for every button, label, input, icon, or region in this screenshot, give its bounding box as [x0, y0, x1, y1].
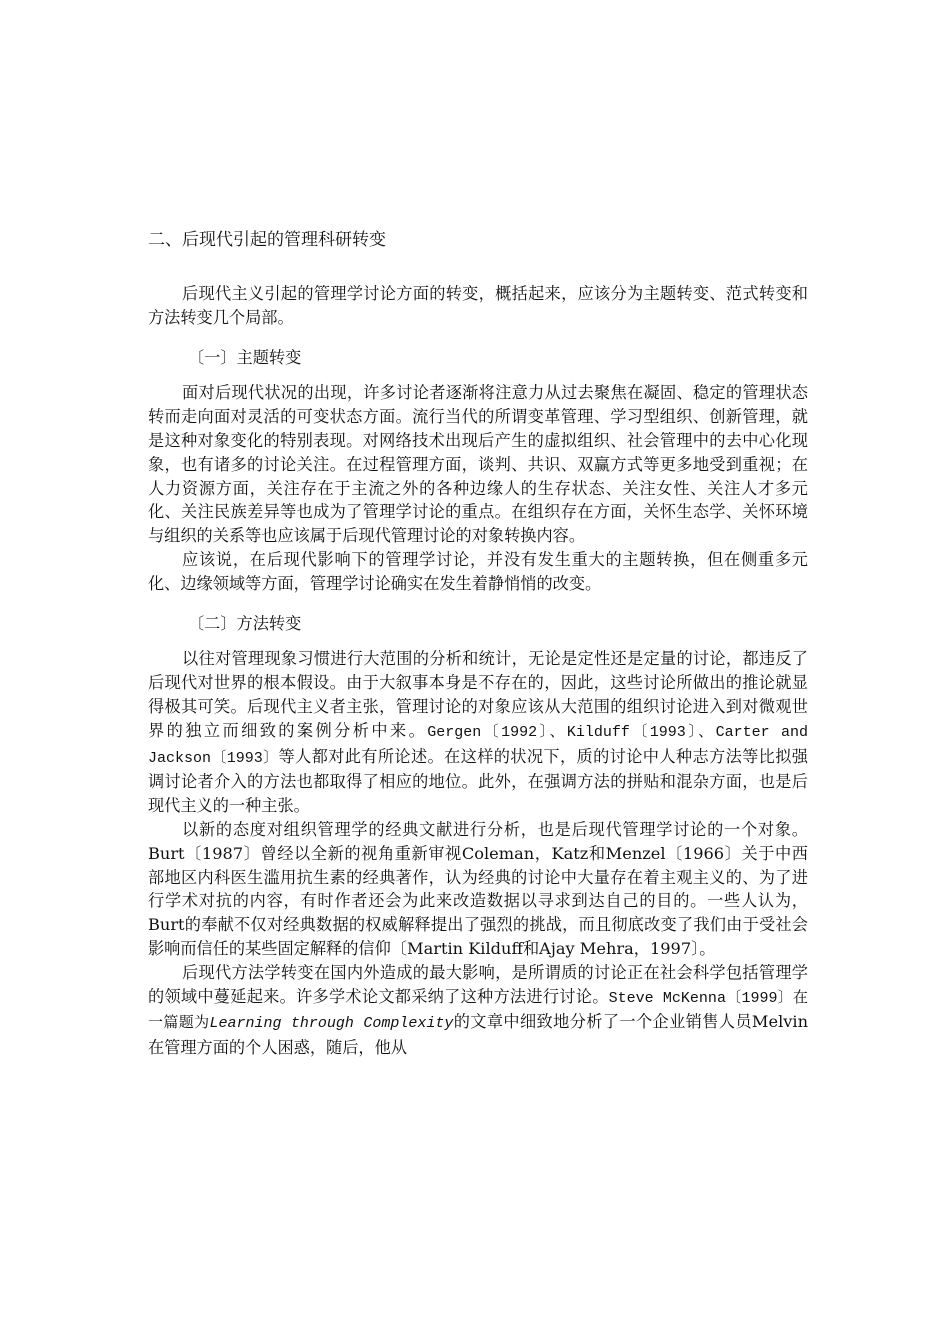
citation-run: Steve McKenna〔1999〕在一篇题为 [148, 989, 809, 1033]
subsection-title-2: 〔二〕方法转变 [188, 613, 302, 633]
citation-run: Gergen〔1992〕、Kilduff〔1993〕、Carter and Jackson〔1993〕 [148, 723, 809, 767]
text-run: 等人都对此有所论述。在这样的状况下，质的讨论中人种志方法等比拟强调讨论者介入的方法也都取得了相应的地位。此外，在强调方法的拼贴和混杂方面，也是后现代主义的一种主张。 [148, 746, 808, 816]
article-title: Learning through Complexity [209, 1015, 454, 1033]
document-body [148, 282, 808, 1060]
text-run: 的文章中细致地分析了一个企业销售人员Melvin在管理方面的个人困惑，随后，他从 [148, 1012, 809, 1058]
subsection-title-1: 〔一〕主题转变 [188, 347, 302, 367]
paragraph [148, 961, 808, 1060]
text-run: 后现代方法学转变在国内外造成的最大影响，是所谓质的讨论正在社会科学包括管理学的领域中蔓延起来。许多学术论文都采纳了这种方法进行讨论。 [148, 962, 808, 1006]
paragraph: 面对后现代状况的出现，许多讨论者逐渐将注意力从过去聚焦在凝固、稳定的管理状态转而走向面对灵活的可变状态方面。流行当代的所谓变革管理、学习型组织、创新管理，就是这种对象变化的特别表现。对网络技术出现后产生的虚拟组织、社会管理中的去中心化现象，也有诸多的讨论关注。在过程管理方面，谈判、共识、双赢方式等更多地受到重视；在人力资源方面，关注存在于主流之外的各种边缘人的生存状态、关注女性、关注人才多元化、关注民族差异等也成为了管理学讨论的重点。在组织存在方面，关怀生态学、关怀环境与组织的关系等也应该属于后现代管理讨论的对象转换内容。 [148, 383, 808, 546]
paragraph: 以新的态度对组织管理学的经典文献进行分析，也是后现代管理学讨论的一个对象。Burt〔1987〕曾经以全新的视角重新审视Coleman，Katz和Menzel〔1966〕关于中西部地区内科医生滥用抗生素的经典著作，认为经典的讨论中大量存在着主观主义的、为了进行学术对抗的内容，有时作者还会为此来改造数据以寻求到达自己的目的。一些人认为，Burt的奉献不仅对经典数据的权威解释提出了强烈的挑战，而且彻底改变了我们由于受社会影响而信任的某些固定解释的信仰〔Martin Kilduff和Ajay Mehra，1997〕。 [148, 819, 808, 958]
intro-paragraph: 后现代主义引起的管理学讨论方面的转变，概括起来，应该分为主题转变、范式转变和方法转变几个局部。 [148, 284, 808, 327]
paragraph [148, 647, 808, 818]
section-heading: 二、后现代引起的管理科研转变 [148, 230, 386, 250]
paragraph: 应该说，在后现代影响下的管理学讨论，并没有发生重大的主题转换，但在侧重多元化、边缘领域等方面，管理学讨论确实在发生着静悄悄的改变。 [148, 549, 808, 593]
text-run: 以往对管理现象习惯进行大范围的分析和统计，无论是定性还是定量的讨论，都违反了后现代对世界的根本假设。由于大叙事本身是不存在的，因此，这些讨论所做出的推论就显得极其可笑。后现代主义者主张，管理讨论的对象应该从大范围的组织讨论进入到对微观世界的独立而细致的案例分析中来。 [148, 649, 808, 740]
